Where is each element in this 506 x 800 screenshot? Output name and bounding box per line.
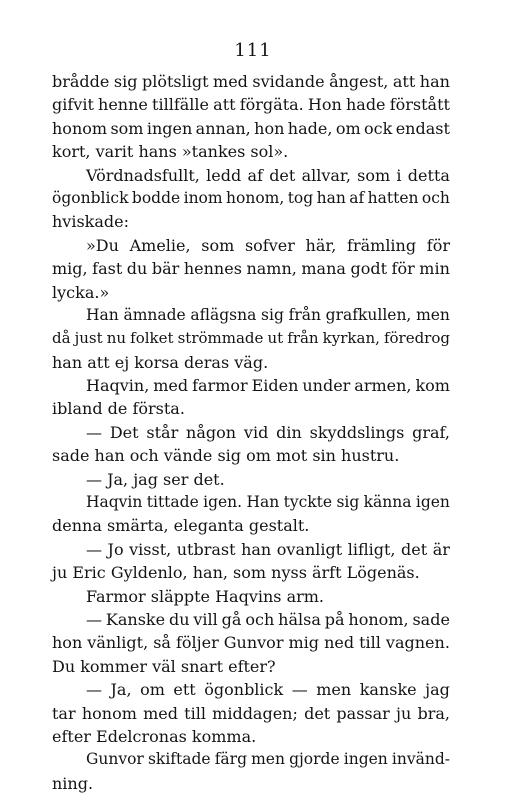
word: känna [363, 493, 412, 512]
body-text [52, 70, 450, 795]
word: står [146, 422, 179, 442]
word: tar [52, 703, 76, 723]
word: igen [415, 493, 450, 512]
word: Eiden [251, 376, 299, 396]
word: detta [407, 165, 450, 185]
text-line: han att ej korsa deras väg. [52, 352, 269, 372]
word: farmor [192, 376, 248, 396]
word: namn, [246, 259, 297, 279]
word: tyckte [283, 493, 333, 512]
word: kyrkan, [322, 329, 380, 348]
word: här, [305, 235, 337, 255]
text-line: lycka.» [52, 282, 110, 302]
text-line: efter Edelcronas komma. [52, 726, 257, 746]
word: du [168, 609, 190, 629]
word: vänligt, [87, 633, 149, 653]
word: just [74, 329, 103, 348]
word: från [287, 329, 319, 348]
text-line: ning. [52, 773, 94, 793]
word: aflägsna [190, 305, 257, 324]
word: han [316, 188, 346, 207]
word: ned [324, 633, 355, 653]
word: förgäta. [239, 95, 304, 115]
word: ut [267, 329, 284, 348]
text-line: hviskade: [52, 212, 130, 232]
word: det [269, 165, 296, 185]
word: hatten [367, 188, 419, 207]
word: grafkullen, [325, 305, 412, 324]
text-line [52, 491, 450, 514]
word: middagen; [212, 703, 298, 723]
text-line: ju Eric Gyldenlo, han, som nyss ärft Lögenäs. [52, 563, 420, 583]
word: lifligt, [347, 539, 396, 559]
word: Ja, [110, 680, 132, 700]
word: som [357, 165, 391, 185]
word: Haqvin, [86, 376, 150, 396]
word: tillfälle [152, 95, 209, 115]
text-line [52, 117, 450, 140]
text-line [52, 748, 450, 771]
word: i [396, 165, 402, 185]
word: utbrast [176, 539, 236, 559]
word: brådde [52, 72, 110, 91]
word: till [184, 703, 206, 723]
word: — [291, 680, 308, 700]
word: som [110, 118, 144, 138]
text-line [52, 374, 450, 397]
word: sade [412, 609, 450, 629]
word: hennes [183, 259, 242, 279]
word: — [86, 422, 102, 442]
word: om [140, 680, 165, 700]
word: af [247, 165, 263, 185]
word: ingen [146, 118, 193, 138]
word: armen, [354, 376, 412, 396]
text-line [52, 538, 450, 561]
word: mig, [52, 259, 88, 279]
word: Han [246, 493, 280, 512]
word: vagnen. [385, 633, 450, 653]
word: sig [261, 305, 284, 324]
word: invänd- [391, 750, 450, 769]
word: annan, [195, 118, 251, 138]
word: skiftade [147, 750, 211, 769]
word: Kanske [105, 609, 166, 629]
word: mana [301, 259, 346, 279]
word: ögonblick [52, 188, 129, 207]
word: ock [364, 118, 393, 138]
word: Det [109, 422, 139, 442]
word: gifvit [52, 95, 94, 115]
word: graf, [412, 422, 450, 442]
page-number: 111 [234, 40, 272, 61]
word: ingen [343, 750, 388, 769]
word: så [153, 633, 171, 653]
word: hälsa [278, 609, 321, 629]
text-line [52, 234, 450, 257]
word: att [213, 95, 236, 115]
text-line [52, 678, 450, 701]
word: honom, [348, 609, 409, 629]
text-line [52, 304, 450, 327]
word: tittade [146, 493, 199, 512]
word: mig [288, 633, 320, 653]
word: han [241, 539, 272, 559]
word: med [153, 376, 189, 396]
word: endast [395, 118, 450, 138]
word: igen. [203, 493, 243, 512]
word: — [86, 680, 102, 700]
word: »Du [86, 235, 119, 255]
word: kanske [359, 680, 417, 700]
word: främling [347, 235, 417, 255]
word: Hon [307, 95, 342, 115]
word: gjorde [289, 750, 340, 769]
text-line [52, 608, 450, 631]
word: du [126, 259, 148, 279]
word: allvar, [301, 165, 351, 185]
word: folket [130, 329, 174, 348]
word: men [416, 305, 450, 324]
word: Jo [107, 539, 124, 559]
word: och [245, 609, 275, 629]
word: Vördnadsfullt, [86, 165, 200, 185]
word: jag [425, 680, 450, 700]
word: din [276, 422, 302, 442]
word: bra, [417, 703, 450, 723]
word: min [419, 259, 450, 279]
word: med [143, 703, 178, 723]
word: det [304, 703, 331, 723]
word: ju [396, 703, 412, 723]
word: som [201, 235, 235, 255]
text-line: kort, varit hans »tankes sol». [52, 142, 289, 162]
word: kom [415, 376, 450, 396]
word: plötsligt [141, 72, 209, 91]
text-line: sade han och vände sig om mot sin hustru. [52, 446, 400, 466]
word: hon [254, 118, 285, 138]
word: Han [86, 305, 119, 324]
word: honom [81, 703, 137, 723]
word: fast [92, 259, 123, 279]
word: Gunvor [86, 750, 144, 769]
word: ovanligt [276, 539, 343, 559]
word: tog [287, 188, 314, 207]
word: Haqvin [86, 493, 143, 512]
word: föredrog [383, 329, 450, 348]
text-line [52, 164, 450, 187]
word: gå [221, 609, 242, 629]
word: vill [193, 609, 218, 629]
word: godt [350, 259, 388, 279]
word: vid [243, 422, 269, 442]
word: men [251, 750, 285, 769]
word: är [432, 539, 450, 559]
word: hade [345, 95, 386, 115]
word: då [52, 329, 71, 348]
word: bär [151, 259, 180, 279]
text-line [52, 93, 450, 116]
word: nu [106, 329, 127, 348]
word: ögonblick [204, 680, 284, 700]
text-line: — Ja, jag ser det. [86, 469, 225, 489]
word: af [349, 188, 365, 207]
word: bodde [131, 188, 181, 207]
word: passar [336, 703, 390, 723]
word: och [421, 188, 450, 207]
word: hade, [287, 118, 333, 138]
text-line: Farmor släppte Haqvins arm. [86, 586, 325, 606]
word: med [213, 72, 248, 91]
word: för [426, 235, 450, 255]
word: förstått [389, 95, 450, 115]
word: för [391, 259, 415, 279]
word: ett [173, 680, 196, 700]
word: att [392, 72, 416, 91]
text-line [52, 257, 450, 280]
text-line [52, 187, 450, 210]
text-line [52, 327, 450, 350]
word: under [302, 376, 351, 396]
text-line: denna smärta, eleganta gestalt. [52, 516, 310, 536]
word: från [288, 305, 321, 324]
word: om [335, 118, 361, 138]
word: henne [98, 95, 148, 115]
word: svidande [252, 72, 325, 91]
text-line [52, 70, 450, 93]
word: skyddslings [309, 422, 405, 442]
word: till [359, 633, 381, 653]
word: men [316, 680, 352, 700]
text-line [52, 421, 450, 444]
word: — [86, 539, 102, 559]
text-line: Du kommer väl snart efter? [52, 656, 276, 676]
word: hon [52, 633, 83, 653]
word: sig [336, 493, 360, 512]
word: det [401, 539, 428, 559]
word: någon [186, 422, 237, 442]
word: på [324, 609, 345, 629]
word: visst, [129, 539, 172, 559]
text-line: ibland de första. [52, 399, 185, 419]
word: färg [214, 750, 247, 769]
text-line [52, 631, 450, 654]
text-line [52, 702, 450, 725]
word: honom [52, 118, 108, 138]
word: sofver [244, 235, 295, 255]
word: han [419, 72, 450, 91]
word: inom [183, 188, 223, 207]
word: Amelie, [129, 235, 191, 255]
word: följer [175, 633, 219, 653]
word: strömmade [177, 329, 264, 348]
word: — [86, 609, 102, 629]
word: Gunvor [223, 633, 284, 653]
word: ledd [206, 165, 242, 185]
word: ämnade [123, 305, 186, 324]
word: ångest, [329, 72, 389, 91]
word: sig [113, 72, 138, 91]
word: honom, [226, 188, 285, 207]
